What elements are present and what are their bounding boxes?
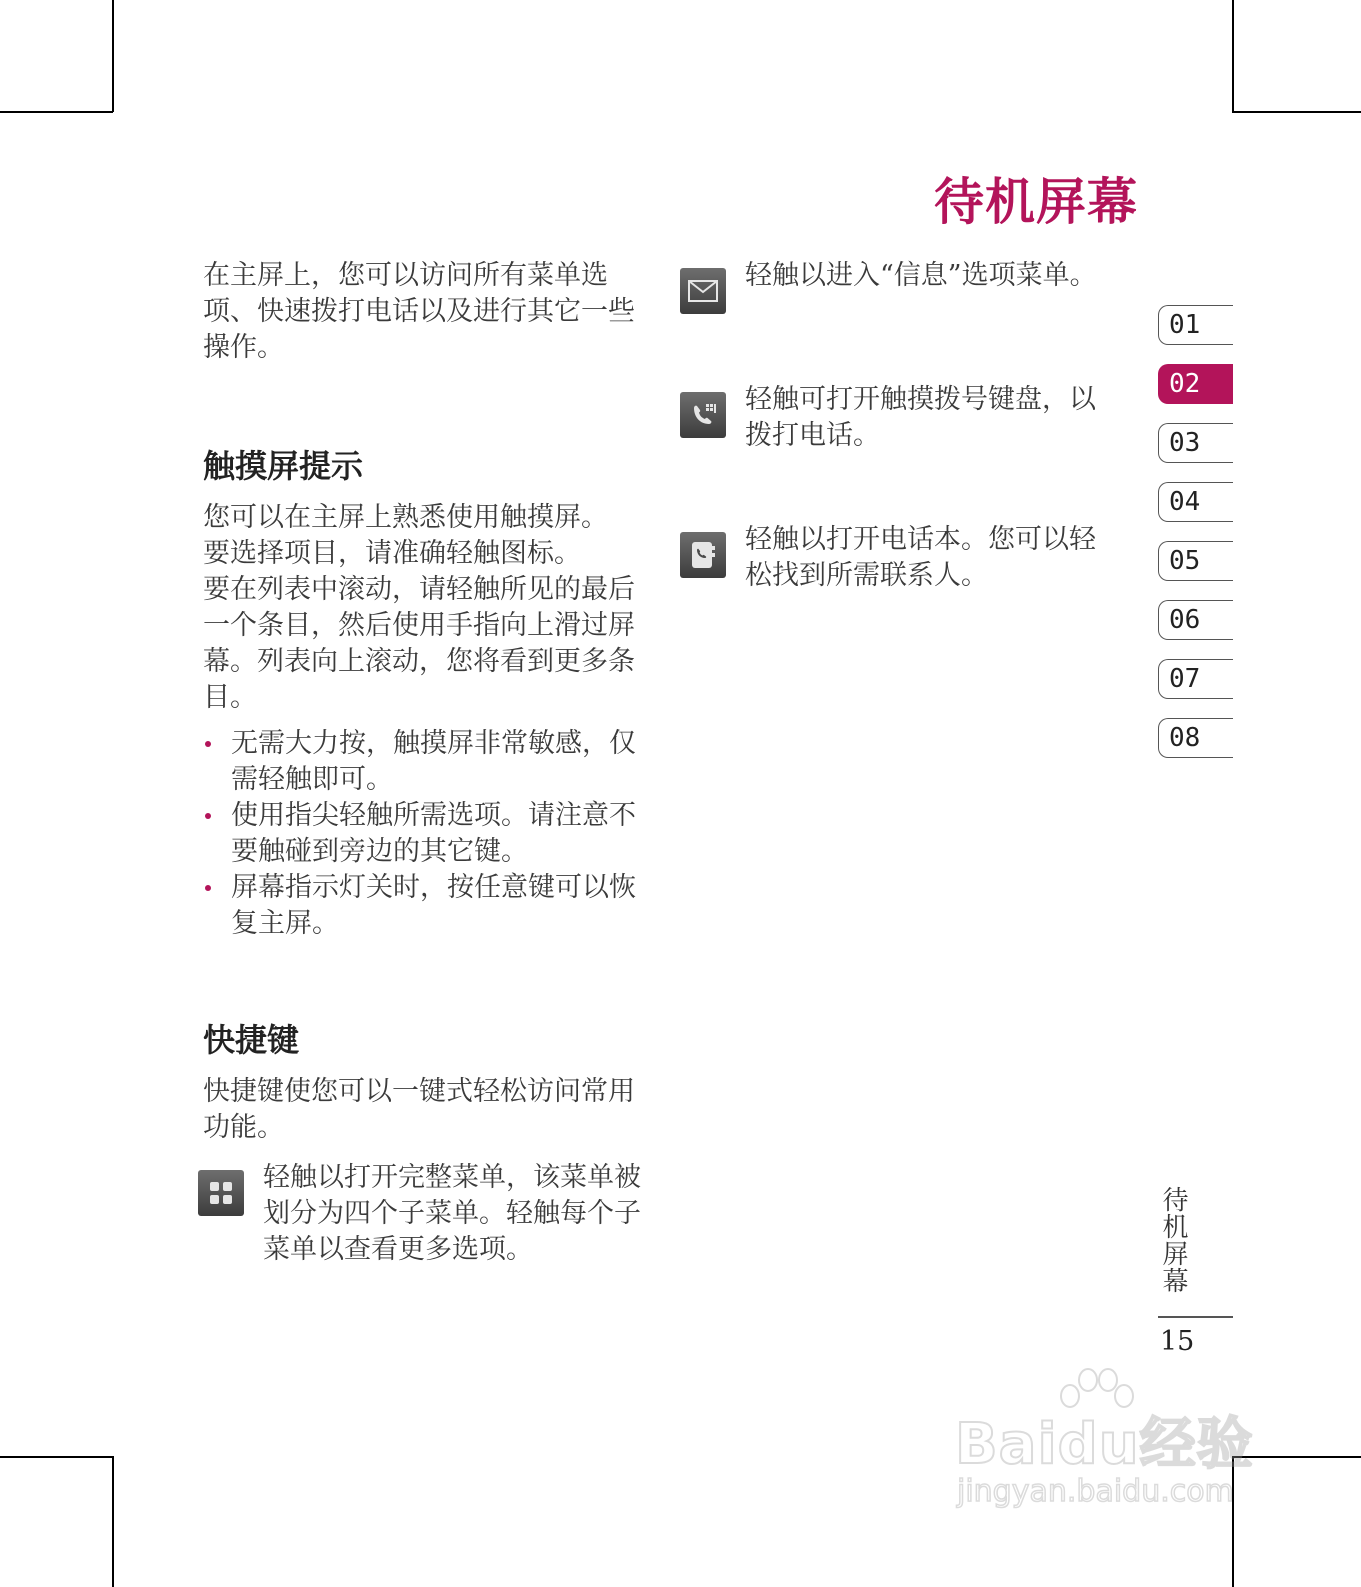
- phonebook-icon: [680, 532, 726, 578]
- touch-tips-list: [203, 726, 648, 942]
- list-item-text: 无需大力按，触摸屏非常敏感，仅需轻触即可。: [231, 728, 636, 795]
- chapter-tab[interactable]: 05: [1158, 541, 1233, 581]
- bullet-dot: [205, 813, 211, 819]
- chapter-tab-active[interactable]: 02: [1158, 364, 1233, 404]
- chapter-tabs: [1158, 305, 1233, 777]
- envelope-icon: [680, 268, 726, 314]
- touch-tip-paragraph: 要在列表中滚动，请轻触所见的最后一个条目，然后使用手指向上滑过屏幕。列表向上滚动，您将看到更多条目。: [203, 574, 635, 713]
- menu-shortcut-text: 轻触以打开完整菜单，该菜单被划分为四个子菜单。轻触每个子菜单以查看更多选项。: [263, 1162, 641, 1265]
- bullet-dot: [205, 885, 211, 891]
- page-number: 15: [1160, 1326, 1195, 1357]
- crop-mark: [1232, 1456, 1361, 1458]
- watermark-brand: Baidu经验: [955, 1412, 1254, 1477]
- crop-mark: [0, 1456, 113, 1458]
- dialpad-icon: [680, 392, 726, 438]
- touch-tip-paragraph: 要选择项目，请准确轻触图标。: [203, 538, 581, 569]
- phonebook-shortcut-row: [680, 522, 1120, 594]
- phonebook-shortcut-text: 轻触以打开电话本。您可以轻松找到所需联系人。: [745, 524, 1096, 591]
- chapter-tab[interactable]: 03: [1158, 423, 1233, 463]
- chapter-tab[interactable]: 06: [1158, 600, 1233, 640]
- touch-tips-heading: 触摸屏提示: [203, 447, 364, 485]
- crop-mark: [0, 111, 113, 113]
- section-side-label: 待机屏幕: [1158, 1186, 1188, 1294]
- menu-shortcut-row: [198, 1160, 648, 1268]
- bullet-dot: [205, 741, 211, 747]
- chapter-tab[interactable]: 07: [1158, 659, 1233, 699]
- chapter-tab[interactable]: 04: [1158, 482, 1233, 522]
- left-column: [203, 258, 648, 1268]
- shortcut-heading: 快捷键: [203, 1021, 300, 1059]
- crop-mark: [1232, 1456, 1234, 1587]
- dialpad-shortcut-text: 轻触可打开触摸拨号键盘，以拨打电话。: [745, 384, 1096, 451]
- page-title: 待机屏幕: [934, 173, 1138, 231]
- dialpad-shortcut-row: [680, 382, 1120, 454]
- crop-mark: [1232, 0, 1234, 112]
- intro-paragraph: 在主屏上，您可以访问所有菜单选项、快速拨打电话以及进行其它一些操作。: [203, 260, 635, 363]
- messaging-shortcut-text: 轻触以进入“信息”选项菜单。: [745, 260, 1097, 291]
- touch-tip-paragraph: 您可以在主屏上熟悉使用触摸屏。: [203, 502, 608, 533]
- list-item: [203, 726, 648, 798]
- crop-mark: [112, 1456, 114, 1587]
- list-item-text: 屏幕指示灯关时，按任意键可以恢复主屏。: [231, 872, 636, 939]
- right-column: [680, 258, 1120, 662]
- list-item: [203, 798, 648, 870]
- chapter-tab[interactable]: 08: [1158, 718, 1233, 758]
- watermark-url: jingyan.baidu.com: [957, 1474, 1234, 1509]
- shortcut-section: [203, 1018, 648, 1268]
- paw-icon: [1050, 1366, 1140, 1436]
- shortcut-paragraph: 快捷键使您可以一键式轻松访问常用功能。: [203, 1076, 635, 1143]
- crop-mark: [1232, 111, 1361, 113]
- baidu-watermark: [955, 1378, 1275, 1518]
- menu-grid-icon: [198, 1170, 244, 1216]
- list-item: [203, 870, 648, 942]
- crop-mark: [112, 0, 114, 112]
- list-item-text: 使用指尖轻触所需选项。请注意不要触碰到旁边的其它键。: [231, 800, 636, 867]
- messaging-shortcut-row: [680, 258, 1120, 314]
- divider: [1158, 1316, 1233, 1318]
- chapter-tab[interactable]: 01: [1158, 305, 1233, 345]
